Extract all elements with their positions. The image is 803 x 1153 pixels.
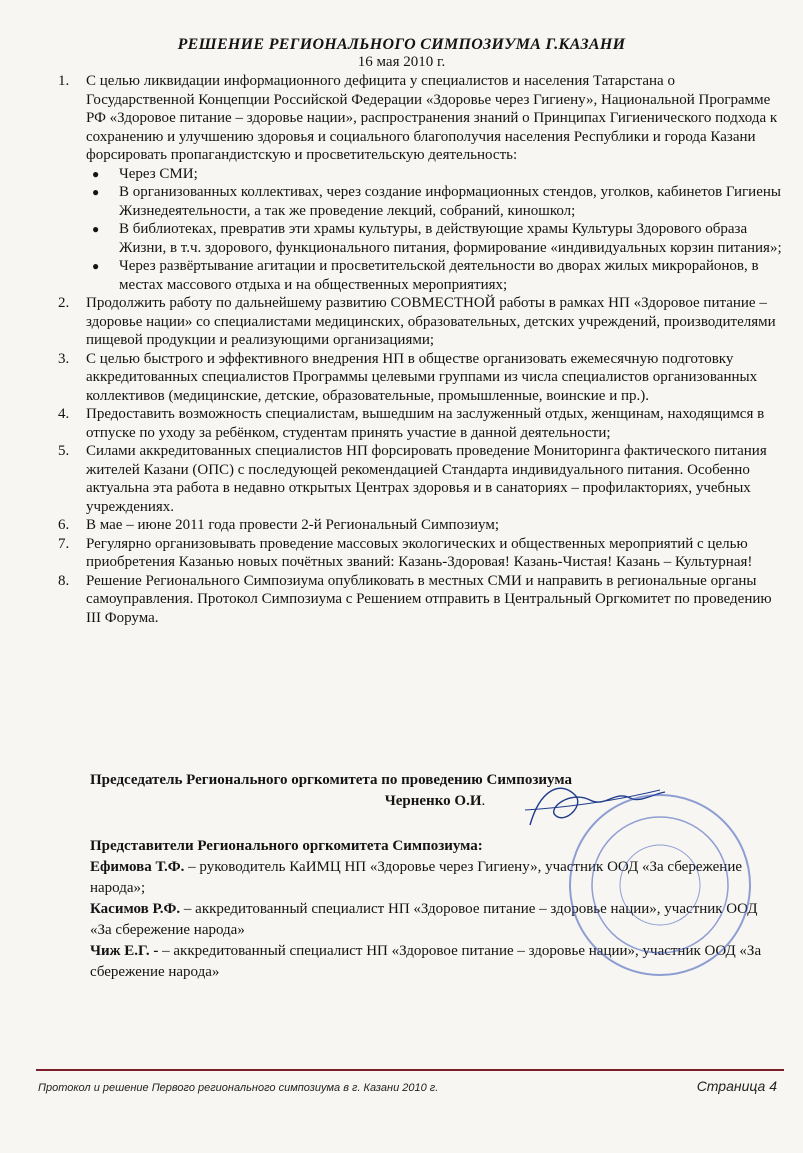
- item-number: 4.: [58, 406, 70, 422]
- list-item: [58, 442, 783, 516]
- bullet-text: В организованных коллективах, через создание информационных стендов, уголков, кабинетов Гигиены Жизнедеятельности, а так же проведение лекций, собраний, киношкол;: [119, 184, 781, 219]
- list-item: [58, 72, 783, 165]
- list-item: [58, 535, 783, 572]
- footer-caption: Протокол и решение Первого регионального симпозиума в г. Казани 2010 г.: [38, 1082, 439, 1094]
- item-number: 3.: [58, 350, 70, 367]
- item-number: 5.: [58, 443, 70, 459]
- document-title: РЕШЕНИЕ РЕГИОНАЛЬНОГО СИМПОЗИУМА Г.КАЗАНИ: [177, 36, 626, 53]
- bullet-icon: ●: [92, 259, 100, 273]
- item-text: С целью ликвидации информационного дефицита у специалистов и населения Татарстана о Государственной Концепции Российской Федерации «Здоровье через Гигиену», Национальной Программе РФ «Здоровое питание – здоровье нации», распространения знаний о Принципах Гигиенического подхода к сохранению и улучшению здоровья и социального благополучия населения Республики и города Казани форсировать пропагандистскую и просветительскую деятельность:: [86, 73, 778, 163]
- document-date: 16 мая 2010 г.: [357, 54, 446, 70]
- round-stamp: [565, 790, 755, 980]
- item-text: С целью быстрого и эффективного внедрения НП в обществе организовать ежемесячную подготовку аккредитованных специалистов Программы целевыми группами из числа специалистов организованных коллективов (медицинские, детские, образовательные, промышленные, воинские и пр.).: [86, 350, 758, 404]
- item-number: 6.: [58, 517, 70, 533]
- bullet-text: Через развёртывание агитации и просветительской деятельности во дворах жилых микрорайонов, в местах массового отдыха и на общественных мероприятиях;: [119, 258, 759, 293]
- bullet-item: [86, 183, 783, 220]
- page-number: Страница 4: [696, 1078, 777, 1094]
- rep-name: Касимов Р.Ф.: [90, 901, 181, 917]
- item-number: 2.: [58, 295, 70, 311]
- item-text: В мае – июне 2011 года провести 2-й Региональный Симпозиум;: [86, 517, 499, 533]
- bullet-item: [86, 220, 783, 257]
- item-number: 7.: [58, 535, 70, 552]
- decision-list: [58, 72, 783, 165]
- rep-role: – аккредитованный специалист НП «Здоровое питание – здоровье нации», участник ООД «За сбережение народа»: [90, 943, 762, 980]
- item-number: 1.: [58, 73, 70, 89]
- item-text: Решение Регионального Симпозиума опубликовать в местных СМИ и направить в региональные органы самоуправления. Протокол Симпозиума с Решением отправить в Центральный Оргкомитет по проведению III Форума.: [86, 572, 772, 626]
- bullet-icon: ●: [92, 222, 100, 236]
- rep-role: – аккредитованный специалист НП «Здоровое питание – здоровье нации», участник ООД «За сбережение народа»: [90, 901, 758, 938]
- footer-rule: [36, 1069, 784, 1071]
- decision-list-continued: [58, 294, 783, 627]
- item-text: Силами аккредитованных специалистов НП форсировать проведение Мониторинга фактического питания жителей Казани (ОПС) с последующей рекомендацией Стандарта индивидуального питания. Особенно актуальна эта работа в недавно открытых Центрах здоровья и в санаториях – профилакториях, учебных учреждениях.: [86, 443, 767, 515]
- list-item: [58, 405, 783, 442]
- item-text: Продолжить работу по дальнейшему развитию СОВМЕСТНОЙ работы в рамках НП «Здоровое питание – здоровье нации» со специалистами медицинских, образовательных, детских учреждений, производителями пищевой продукции и реализующими организациями;: [86, 295, 776, 348]
- bullet-item: [86, 257, 783, 294]
- rep-name: Чиж Е.Г. -: [90, 943, 159, 959]
- bullet-item: [86, 165, 783, 184]
- rep-name: Ефимова Т.Ф.: [90, 859, 185, 875]
- item-text: Регулярно организовывать проведение массовых экологических и общественных мероприятий с целью приобретения Казанью новых почётных званий: Казань-Здоровая! Казань-Чистая! Казань – Культурная!: [86, 535, 753, 570]
- chair-name: Черненко О.И: [384, 793, 482, 809]
- list-item: [58, 294, 783, 350]
- list-item: [58, 516, 783, 535]
- chair-name-dot: .: [481, 793, 486, 809]
- chair-title: Председатель Регионального оргкомитета по проведению Симпозиума: [90, 772, 572, 788]
- bullet-text: Через СМИ;: [119, 165, 198, 182]
- item-number: 8.: [58, 572, 70, 589]
- list-item: [58, 350, 783, 406]
- bullet-text: В библиотеках, превратив эти храмы культуры, в действующие храмы Культуры Здорового образа Жизни, в т.ч. здорового, функционального питания, формирование «индивидуальных корзин питания»;: [119, 221, 782, 256]
- bullet-icon: ●: [92, 166, 100, 181]
- list-item: [58, 572, 783, 628]
- bullet-icon: ●: [92, 185, 100, 199]
- rep-role: – руководитель КаИМЦ НП «Здоровье через Гигиену», участник ООД «За сбережение народа»;: [90, 859, 743, 896]
- item-text: Предоставить возможность специалистам, вышедшим на заслуженный отдых, женщинам, находящимся в отпуске по уходу за ребёнком, студентам принять участие в данной деятельности;: [86, 406, 765, 441]
- bullet-list: [58, 165, 783, 295]
- decision-body: [58, 72, 783, 627]
- representatives-title: Представители Регионального оргкомитета Симпозиума:: [90, 838, 483, 854]
